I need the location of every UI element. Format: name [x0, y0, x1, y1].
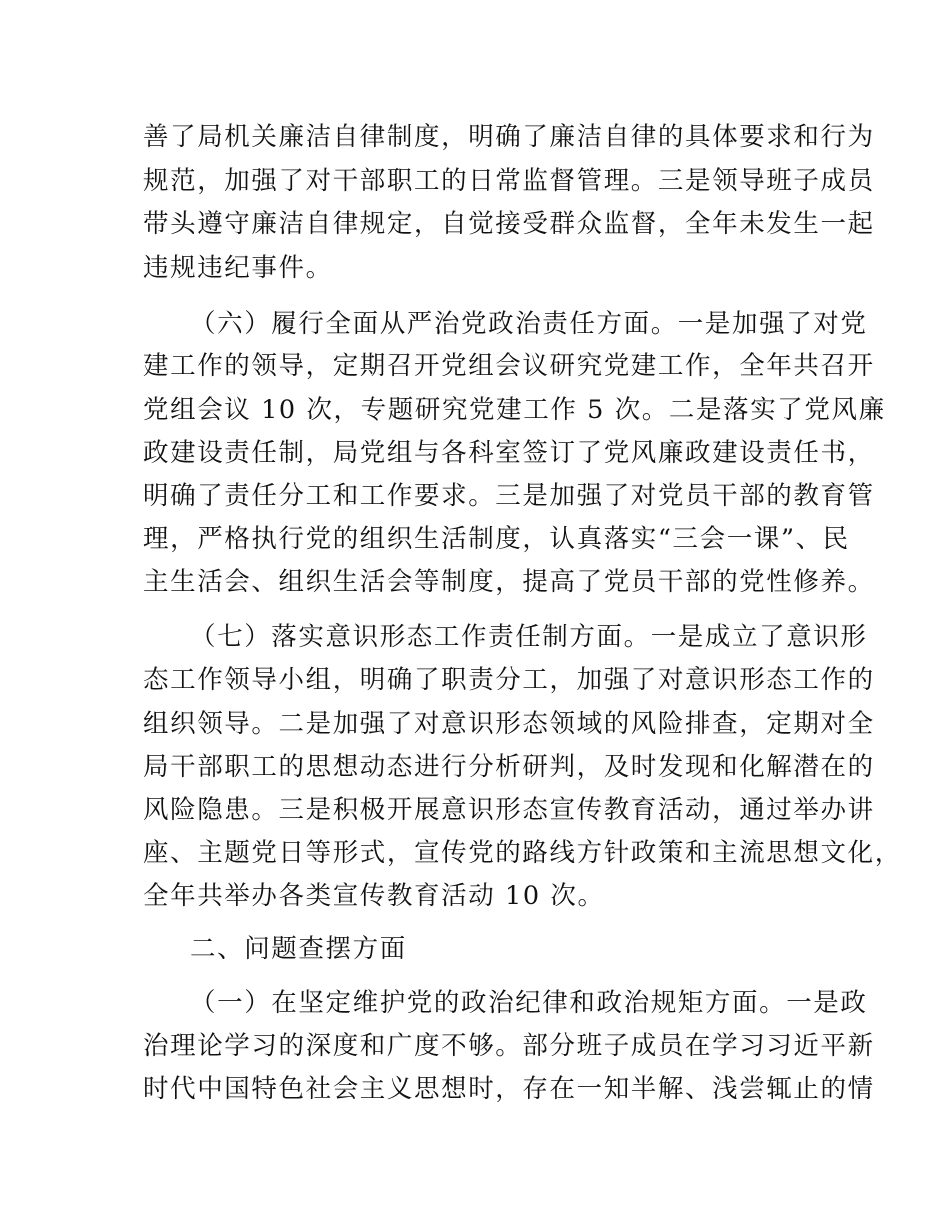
text-line: 违规违纪事件。 — [143, 253, 333, 283]
text-line: 理，严格执行党的组织生活制度，认真落实“三会一课”、民 — [143, 524, 850, 554]
text-line: 建工作的领导，定期召开党组会议研究党建工作，全年共召开 — [143, 351, 875, 381]
paragraph-six-heading: （六）履行全面从严治党政治责任方面。一是加强了对党 — [190, 309, 868, 339]
text-line: 治理论学习的深度和广度不够。部分班子成员在学习习近平新 — [143, 1031, 875, 1061]
text-line: 带头遵守廉洁自律规定，自觉接受群众监督，全年未发生一起 — [143, 209, 875, 239]
paragraph-one-heading: （一）在坚定维护党的政治纪律和政治规矩方面。一是政 — [190, 988, 868, 1018]
text-line: 态工作领导小组，明确了职责分工，加强了对意识形态工作的 — [143, 665, 875, 695]
paragraph-seven-heading: （七）落实意识形态工作责任制方面。一是成立了意识形 — [190, 622, 868, 652]
text-line: 政建设责任制，局党组与各科室签订了党风廉政建设责任书， — [143, 438, 875, 468]
text-line: 规范，加强了对干部职工的日常监督管理。三是领导班子成员 — [143, 166, 875, 196]
text-line: 局干部职工的思想动态进行分析研判，及时发现和化解潜在的 — [143, 752, 875, 782]
text-line: 时代中国特色社会主义思想时，存在一知半解、浅尝辄止的情 — [143, 1074, 875, 1104]
text-line: 明确了责任分工和工作要求。三是加强了对党员干部的教育管 — [143, 481, 875, 511]
text-line: 主生活会、组织生活会等制度，提高了党员干部的党性修养。 — [143, 567, 875, 597]
text-line: 全年共举办各类宣传教育活动 10 次。 — [143, 881, 605, 911]
text-line: 风险隐患。三是积极开展意识形态宣传教育活动，通过举办讲 — [143, 795, 875, 825]
text-line: 组织领导。二是加强了对意识形态领域的风险排查，定期对全 — [143, 709, 875, 739]
section-heading: 二、问题查摆方面 — [190, 934, 407, 964]
text-line: 座、主题党日等形式，宣传党的路线方针政策和主流思想文化， — [143, 838, 902, 868]
text-line: 善了局机关廉洁自律制度，明确了廉洁自律的具体要求和行为 — [143, 122, 875, 152]
text-line: 党组会议 10 次，专题研究党建工作 5 次。二是落实了党风廉 — [143, 395, 886, 425]
